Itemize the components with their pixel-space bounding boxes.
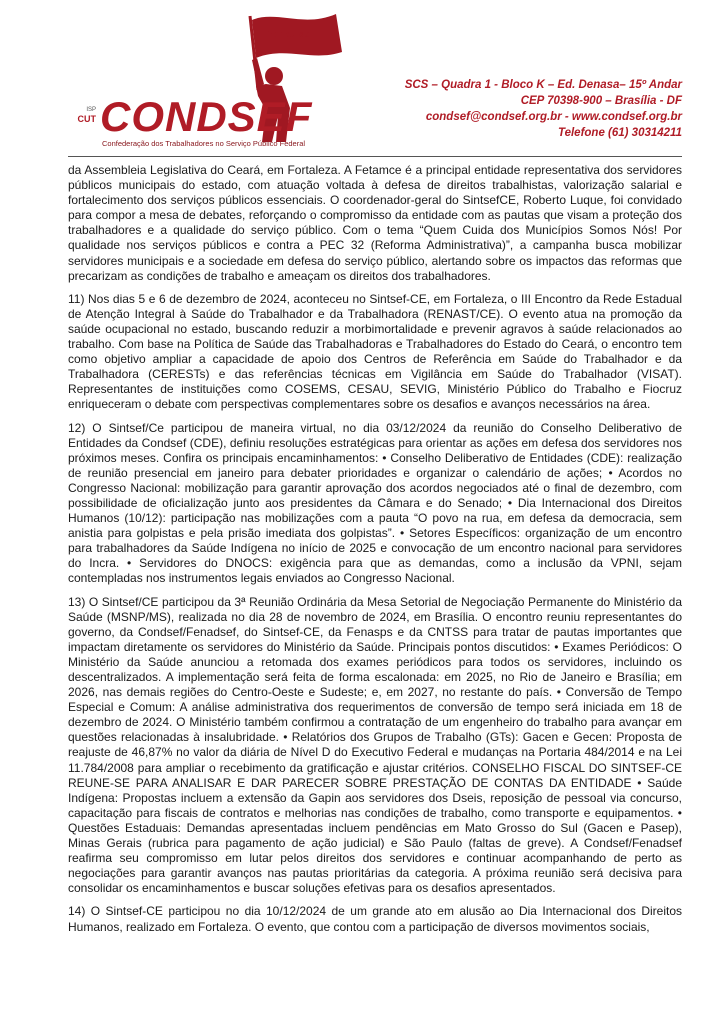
paragraph-item-12: 12) O Sintsef/Ce participou de maneira virtual, no dia 03/12/2024 da reunião do Conselho Deliberativo de Entidades da Condsef (CDE), definiu resoluções estratégicas para orientar as ações em defesa dos servidores nos próximos meses. Confira os principais encaminhamentos: • Conselho Deliberativo de Entidades (CDE): realização de reunião presencial em janeiro para debater prioridades e organizar o calendário de ações; • Acordos no Congresso Nacional: mobilização para garantir aprovação dos acordos negociados até o final de dezembro, com possibilidade de oficialização junto aos presidentes da Câmara e do Senado; • Dia Internacional dos Direitos Humanos (10/12): participação nas mobilizações com a pauta “O povo na rua, em defesa da democracia, sem anistia para golpistas e pela prisão imediata dos golpistas”. • Setores Específicos: organização de um encontro para trabalhadores da Saúde Indígena no início de 2025 e convocação de um encontro nacional para servidores do Incra. • Servidores do DNOCS: exigência para que as demandas, como a inclusão da VPNI, sejam contempladas nos instrumentos legais enviados ao Congresso Nacional.	[68, 420, 682, 586]
affiliation-marks	[72, 106, 96, 124]
paragraph-item-13: 13) O Sintsef/CE participou da 3ª Reunião Ordinária da Mesa Setorial de Negociação Permanente do Ministério da Saúde (MSNP/MS), realizada no dia 28 de novembro de 2024, em Brasília. O encontro reuniu representantes do governo, da Condsef/Fenadsef, do Sintsef-CE, da Fenasps e da CNTSS para tratar de pautas importantes que impactam diretamente os servidores do Ministério da Saúde. Principais pontos discutidos: • Exames Periódicos: O Ministério da Saúde anunciou a retomada dos exames periódicos para todos os servidores, incluindo os descentralizados. A implementação será feita de forma escalonada: em 2025, no Rio de Janeiro e Brasília; em 2026, nas demais regiões do Centro-Oeste e Sudeste; e, em 2027, no restante do país. • Conversão de Tempo Especial e Comum: A análise administrativa dos requerimentos de conversão de tempo será iniciada em 18 de dezembro de 2024. O Ministério também confirmou a contratação de um engenheiro do trabalho para avançar em questões relacionadas à insalubridade. • Relatórios dos Grupos de Trabalho (GTs): Gacen e Gecen: Proposta de reajuste de 46,87% no valor da diária de Nível D do Executivo Federal e mudanças na Portaria 484/2014 e na Lei 11.784/2008 para ampliar o recebimento da gratificação e ajustar critérios. CONSELHO FISCAL DO SINTSEF-CE REUNE-SE PARA ANALISAR E DAR PARECER SOBRE PRESTAÇÃO DE CONTAS DA ENTIDADE • Saúde Indígena: Propostas incluem a extensão da Gapin aos servidores dos Dseis, reposição de pessoal via concurso, capacitação para fiscais de contratos e melhorias nas condições de trabalho, como transporte e equipamentos. • Questões Estaduais: Demandas apresentadas incluem pendências em Mato Grosso do Sul (Gacen e Pasep), Minas Gerais (rubrica para pagamento de ação judicial) e São Paulo (faltas de greve). A Condsef/Fenadsef reafirma seu compromisso em lutar pelos direitos dos servidores e continuar acompanhando de perto as negociações para garantir avanços nas pautas prioritárias da categoria. A próxima reunião será decisiva para consolidar os encaminhamentos e buscar soluções efetivas para os desafios apresentados.	[68, 594, 682, 896]
paragraph-item-14: 14) O Sintsef-CE participou no dia 10/12/2024 de um grande ato em alusão ao Dia Internacional dos Direitos Humanos, realizado em Fortaleza. O evento, que contou com a participação de diversos movimentos sociais,	[68, 904, 682, 934]
postal-code-line: CEP 70398-900 – Brasília - DF	[520, 95, 682, 107]
document-body	[68, 163, 682, 943]
phone-line: Telefone (61) 30314211	[557, 127, 682, 139]
address-line: SCS – Quadra 1 - Bloco K – Ed. Denasa– 15º Andar	[404, 79, 682, 91]
cut-mark: CUT	[77, 114, 96, 124]
contact-block	[405, 77, 682, 141]
isp-mark: ISP	[86, 107, 96, 113]
paragraph-continuation: da Assembleia Legislativa do Ceará, em Fortaleza. A Fetamce é a principal entidade representativa dos servidores públicos municipais do estado, com atuação voltada à defesa de direitos trabalhistas, valorização salarial e fortalecimento dos serviços públicos essenciais. O coordenador-geral do SintsefCE, Roberto Luque, foi convidado para compor a mesa de debates, reforçando o compromisso da entidade com as pautas que visam a proteção dos trabalhadores e a qualidade do serviço público. Com o tema “Quem Cuida dos Municípios Somos Nós! Por qualidade nos serviços públicos e contra a PEC 32 (Reforma Administrativa)”, a campanha busca mobilizar servidores municipais e a sociedade em defesa do serviço público, alertando sobre os impactos das reformas que precarizam as condições de trabalho e ameaçam os direitos dos trabalhadores.	[68, 163, 682, 283]
condsef-wordmark: CONDSEF	[100, 93, 313, 140]
header-divider	[68, 156, 682, 157]
paragraph-item-11: 11) Nos dias 5 e 6 de dezembro de 2024, aconteceu no Sintsef-CE, em Fortaleza, o III Encontro da Rede Estadual de Atenção Integral à Saúde do Trabalhador e da Trabalhadora (RENAST/CE). O evento atua na promoção da saúde ocupacional no estado, buscando reduzir a morbimortalidade e prevenir agravos à saúde relacionados ao trabalho. Com base na Política de Saúde das Trabalhadoras e Trabalhadores do Estado do Ceará, o encontro tem como objetivo ampliar a capacidade de apoio dos Centros de Referência em Saúde do Trabalhador e da Trabalhadora (CERESTs) e das referências técnicas em Vigilância em Saúde do Trabalhador (VISAT). Representantes de instituições como COSEMS, CESAU, SEVIG, Ministério Público do Trabalho e Fiocruz enriqueceram o debate com perspectivas complementares sobre os desafios e avanços necessários na área.	[68, 291, 682, 412]
logo-subtitle: Confederação dos Trabalhadores no Serviço Público Federal	[102, 139, 306, 148]
fenadsef-mark: Fenadsef	[266, 29, 314, 40]
email-web-line: condsef@condsef.org.br - www.condsef.org.br	[425, 111, 682, 123]
letterhead	[0, 0, 724, 160]
condsef-logo	[77, 12, 360, 148]
